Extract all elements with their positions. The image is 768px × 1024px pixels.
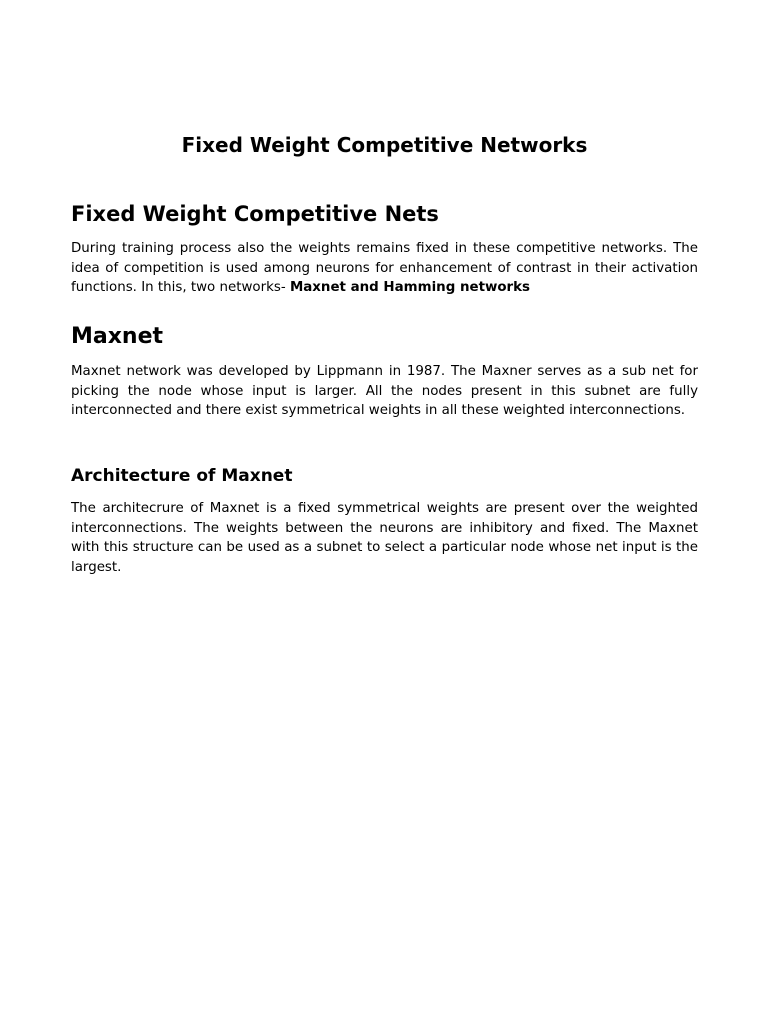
section-heading-maxnet: Maxnet [71, 324, 164, 349]
paragraph-text: During training process also the weights remains fixed in these competitive networks. The idea of competition is used among neurons for enhancement of contrast in their activation functions. In this, two networks- [71, 241, 698, 295]
section-architecture-of-maxnet [71, 464, 698, 577]
document-title: Fixed Weight Competitive Networks [181, 133, 588, 157]
section-fixed-weight-competitive-nets [71, 200, 698, 298]
section-paragraph-architecture-of-maxnet: The architecrure of Maxnet is a fixed symmetrical weights are present over the weighted interconnections. The weights between the neurons are inhibitory and fixed. The Maxnet with this structure can be used as a subnet to select a particular node whose net input is the largest. [71, 501, 698, 575]
section-heading-fixed-weight-competitive-nets: Fixed Weight Competitive Nets [71, 202, 439, 226]
section-paragraph-maxnet: Maxnet network was developed by Lippmann in 1987. The Maxner serves as a sub net for picking the node whose input is larger. All the nodes present in this subnet are fully interconnected and there exist symmetrical weights in all these weighted interconnections. [71, 364, 698, 418]
paragraph-bold-text: Maxnet and Hamming networks [289, 280, 531, 295]
section-heading-architecture-of-maxnet: Architecture of Maxnet [71, 466, 293, 486]
section-maxnet [71, 323, 698, 421]
section-paragraph-fixed-weight-competitive-nets [71, 239, 698, 298]
